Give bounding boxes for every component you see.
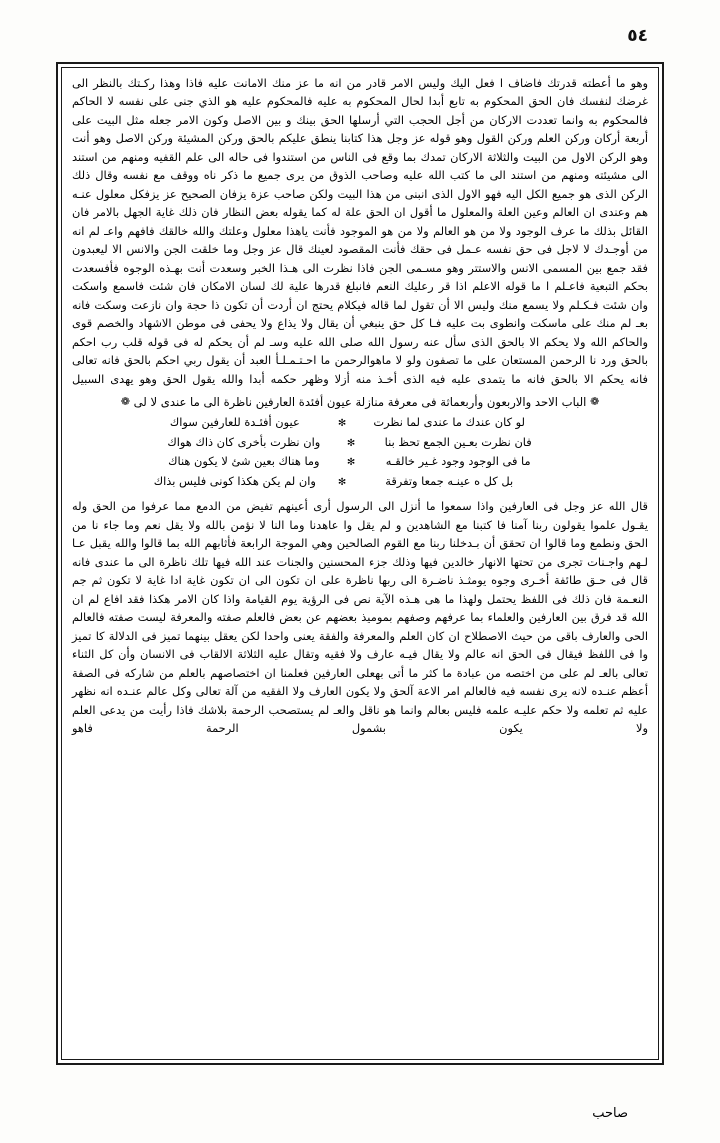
verse-hemistich-second: وما هناك بعين شئ لا يكون هناك: [168, 454, 320, 469]
chapter-heading-text: الباب الاحد والاربعون وأربعماثة فى معرفة منازلة عيون أفئدة العارفين ناظرة الى ما عندى لا لى: [133, 394, 587, 409]
chapter-heading: [72, 395, 648, 409]
verse-separator-icon: ✻: [337, 476, 347, 488]
verse-line: [72, 452, 648, 472]
verse-line: [72, 413, 648, 433]
verse-hemistich-second: وان نظرت بأخرى كان ذاك هواك: [167, 434, 321, 449]
verse-line: [72, 433, 648, 453]
ornament-star-right-icon: ❁: [590, 394, 600, 408]
verse-line: [72, 472, 648, 492]
verse-hemistich-second: وان لم يكن هكذا كونى فليس بذاك: [153, 473, 316, 488]
main-text-block: [72, 74, 648, 388]
page-number: ٥٤: [627, 26, 648, 46]
verse-hemistich-second: عيون أفئـدة للعارفين سواك: [169, 414, 300, 429]
verse-hemistich-first: بل كل ه عينـه جمعا وتفرقة: [385, 473, 514, 488]
verse-separator-icon: ✻: [337, 417, 347, 429]
verse-separator-icon: ✻: [346, 457, 356, 469]
verse-hemistich-first: ما فى الوجود وجود غـير خالقـه: [385, 454, 531, 469]
verse-hemistich-first: لو كان عندك ما عندى لما نظرت: [373, 414, 526, 429]
text-frame: [56, 62, 664, 1065]
main-text-block-after-poem: [72, 497, 648, 737]
paragraph-one: وهو ما أعطته قدرتك فاضاف ا فعل اليك وليس الامر قادر من انه ما عز منك الامانت عليه فاذا وهذا ركـتك بالنظر الى غرضك لنفسك فان الحق المحكوم به تابع أبدا لحال المحكوم به عليه فالمحكوم عليه هو الذي جنى على نفسه لا الحاكم فالمحكوم به وانما تعددت الاركان من أجل الحجب التي أرسلها الحق بينك و بين الاصل وكون الامر جعله مثل البيت على أربعة أركان وركن العلم وركن القول وهو قوله عز وجل هذا كتابنا ينطق عليكم بالحق وركن المشيئة وركن الاصل وهو أنت وهو الركن الاول من البيت والثلاثة الاركان تمدك بما وقع فى الناس من استندوا فى حاله الى علم القفيه ومنهم من استند الى مشيئته ومنهم من استند الى ما كتب الله عليه وصاحب الذوق من يرى جميع ما ذكر ناه ووقف مع نفسه وقال ذلك الركن الذى هو جميع الكل اليه فهو الاول الذى انبنى من هذا البيت ولكن صاحب عزة يزفان الصحيح عز يزفكل معلول عنـه هم وعندى ان العالم وعين العلة والمعلول ما أقول ان الحق علة له كما يقوله بعض النظار فان ذلك غاية الجهل بالامر فان القائل بذلك ما عرف الوجود ولا من هو العالم ولا من هو الموجود فأنت ياهذا معلول وعلتك والله خالقك فافهم واعـ لم انه من أوجـدك لا لاجل فى حق نفسه عـمل فى حقك فأنت المقصود لعينك قال عز وجل وما خلقت الجن والانس الا ليعبدون فقد جمع بين المسمى الانس والاستتر وهو مسـمى الجن فاذا نظرت الى هـذا الخبر وسعدت أنت بهـذه الوجوه فأفسعدت بحكم التبعية فاعـلم ا ما قوله الاعلم اذا قر رعليك النعم فانبلغ قدرها علية لك لسان الامكان فان شئت فاسمع واسكت وان شئت فـكـلم ولا يسمع منك وليس الا أن تقول لما قاله فيكلام يحتج ان أردت أن تكون ذا حجة وان نازعت وسكت فانه بعـ لم منك على ماسكت وانطوى بت عليه فـا كل حق ينبغي أن يقال ولا يذاع ولا يحفى فى موطن الاشهاد والخصم قوى والحاكم الله ولا يحكم الا بالحق الذى سأل عنه رسول الله صلى الله عليه وسـ لم أن يحكم له فى قوله قلب رب احكم بالحق ورد نا الرحمن المستعان على ما تصفون ولو لا ماهوالرحمن ما احـتـمـلـأ العبد أن يقول ربي احكم بالحق فانه تعالى فانه يحكم الا بالحق فانه ما يتمدى عليه فيه الذى أخـذ منه أزلا وظهر حكمه أبدا والله يقول الحق وهو يهدى السبيل: [72, 76, 648, 386]
ornament-star-left-icon: ❁: [120, 394, 130, 408]
poem-block: [72, 413, 648, 491]
verse-separator-icon: ✻: [346, 437, 356, 449]
catchword: صاحب: [592, 1106, 628, 1121]
verse-hemistich-first: فان نظرت بعـين الجمع تحظ بنا: [384, 434, 532, 449]
paragraph-two: قال الله عز وجل فى العارفين واذا سمعوا ما أنزل الى الرسول أرى أعينهم تفيض من الدمع مما عرفوا من الحق وله يقـول علموا يقولون ربنا آمنا فا كتبنا مع الشاهدين و لم يقل وا عاهدنا وما النا لا نؤمن بالله ولا يقل نعم وما جاء نا من الحق ونطمع وما قالوا ان تحقق أن بـدخلنا ربنا مع القوم الصالحين وهي الموجة الرابعة فأثابهم الله بما قالوا والله يقبل عـا لـهم واجـنات تجرى من تحتها الانهار خالدين فيها وذلك جزء المحسنين والجنات عند الله فيها تلك ناظرة الى ما عندى فانه قال فى حـق طائفة أخـرى وجوه يومثـذ ناضـرة الى ربها ناظرة على ان تكون الى ان تكون غاية ادا غاية لا تكون ثم جم النعـمة فان ذلك فى اللفظ يحتمل ولهذا ما هى هـذه الآية نص فى الرؤية يوم القيامة واذا كان الامر هكذا فقد افاع لم ان الله قد فرق بين العارفين والعلماء بما عرفهم وصفهم بموميذ بعضهم عن بعض فالعلم صفته والمعرفة ليست صفته فالعالم الحى والعارف باقى من حيث الاصطلاح ان كان العلم والمعرفة والفقة يعنى واحدا لكن يعقل بينهما تميز فى الدلالة كا تميز وا فى اللفظ فيقال فى الحق انه عالم ولا يقال فيـه عارف ولا فقيه وتقال عليه الثلاثة الالقاب فى الانسان وأن كل الثناء تعالى بالعـ لم على من اختصه من عبادة ما كثر ما أتى بهعلى العارفين فعلمنا ان اختصاصهم بالعلم من شاركه فى الصفة أعظم عنـده لانه يرى نفسه فيه فالعالم امر الاعة آلحق ولا يكون العارف ولا الفقيه من آلة تعالى وكل عالم عنـده انه نظهر عليه ثم تعلمه ولا حكم عليـه علمه فليس بعالم وانما هو ناقل والعـ لم يستصحب الرحمة بلاشك فاذا رأيت من يدعى العلم ولا يكون بشمول الرحمة فاهو: [72, 499, 648, 736]
